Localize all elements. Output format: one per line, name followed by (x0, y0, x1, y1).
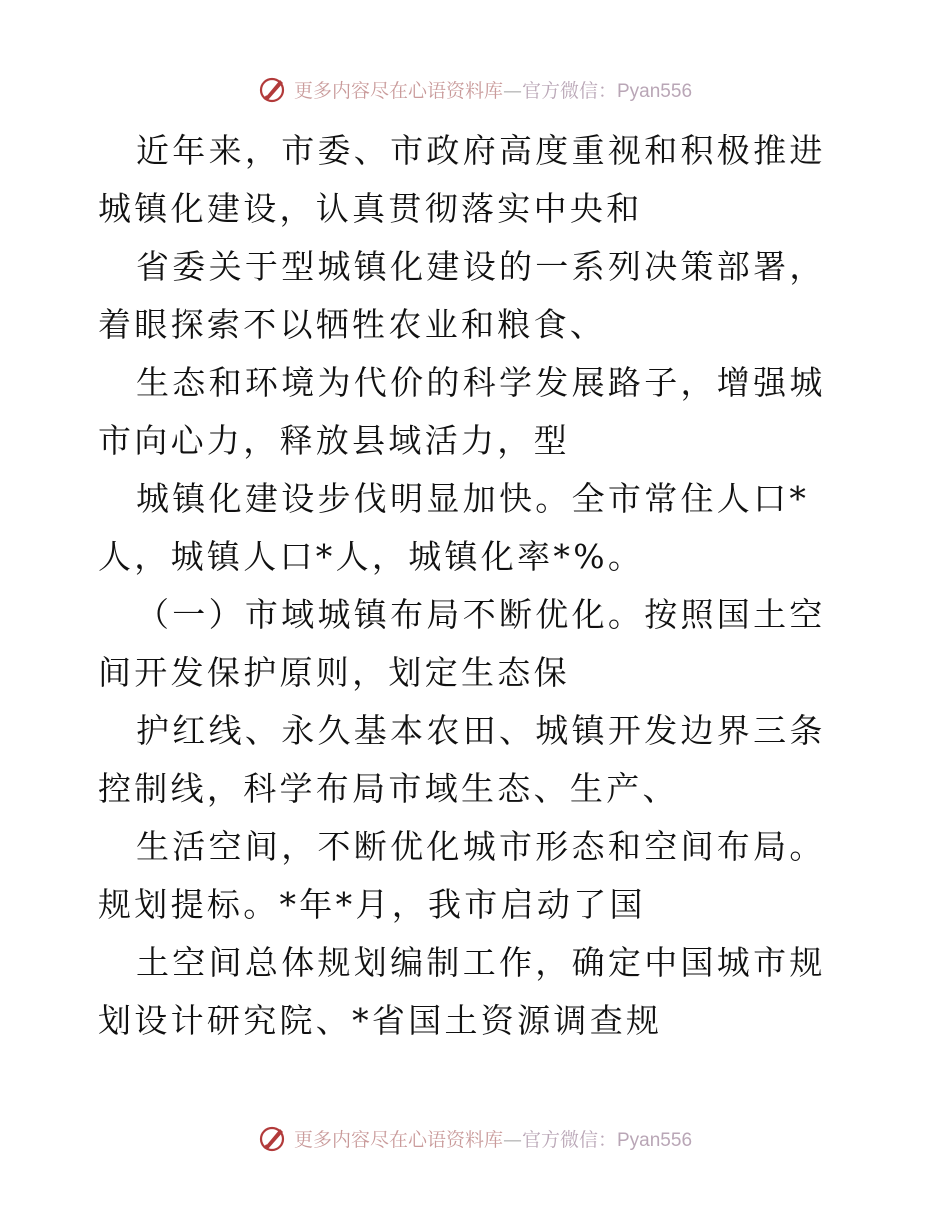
watermark-account: 官方微信：Pyan556 (522, 80, 693, 102)
paragraph-2: 省委关于型城镇化建设的一系列决策部署，着眼探索不以牺牲农业和粮食、 (98, 247, 826, 344)
paragraph-1: 近年来，市委、市政府高度重视和积极推进城镇化建设，认真贯彻落实中央和 (98, 131, 826, 228)
watermark-brand: 更多内容尽在心语资料库 (293, 1128, 503, 1151)
quill-pen-logo-icon (258, 74, 288, 104)
watermark-account: 官方微信：Pyan556 (522, 1129, 693, 1151)
paragraph-8: 土空间总体规划编制工作，确定中国城市规划设计研究院、*省国土资源调查规 (98, 943, 826, 1040)
watermark-separator: — (503, 79, 522, 102)
paragraph-7: 生活空间，不断优化城市形态和空间布局。规划提标。*年*月，我市启动了国 (98, 827, 826, 924)
watermark-brand: 更多内容尽在心语资料库 (293, 79, 503, 102)
watermark-text (294, 1125, 692, 1152)
paragraph-5: （一）市域城镇布局不断优化。按照国土空间开发保护原则，划定生态保 (98, 595, 826, 692)
quill-pen-logo-icon (258, 1123, 288, 1153)
watermark-text (294, 76, 692, 103)
footer-watermark (0, 1123, 950, 1153)
document-body (98, 122, 858, 1050)
paragraph-4: 城镇化建设步伐明显加快。全市常住人口*人，城镇人口*人，城镇化率*%。 (98, 479, 810, 576)
paragraph-3: 生态和环境为代价的科学发展路子，增强城市向心力，释放县域活力，型 (98, 363, 826, 460)
paragraph-6: 护红线、永久基本农田、城镇开发边界三条控制线，科学布局市域生态、生产、 (98, 711, 826, 808)
header-watermark (0, 74, 950, 104)
watermark-separator: — (503, 1128, 522, 1151)
